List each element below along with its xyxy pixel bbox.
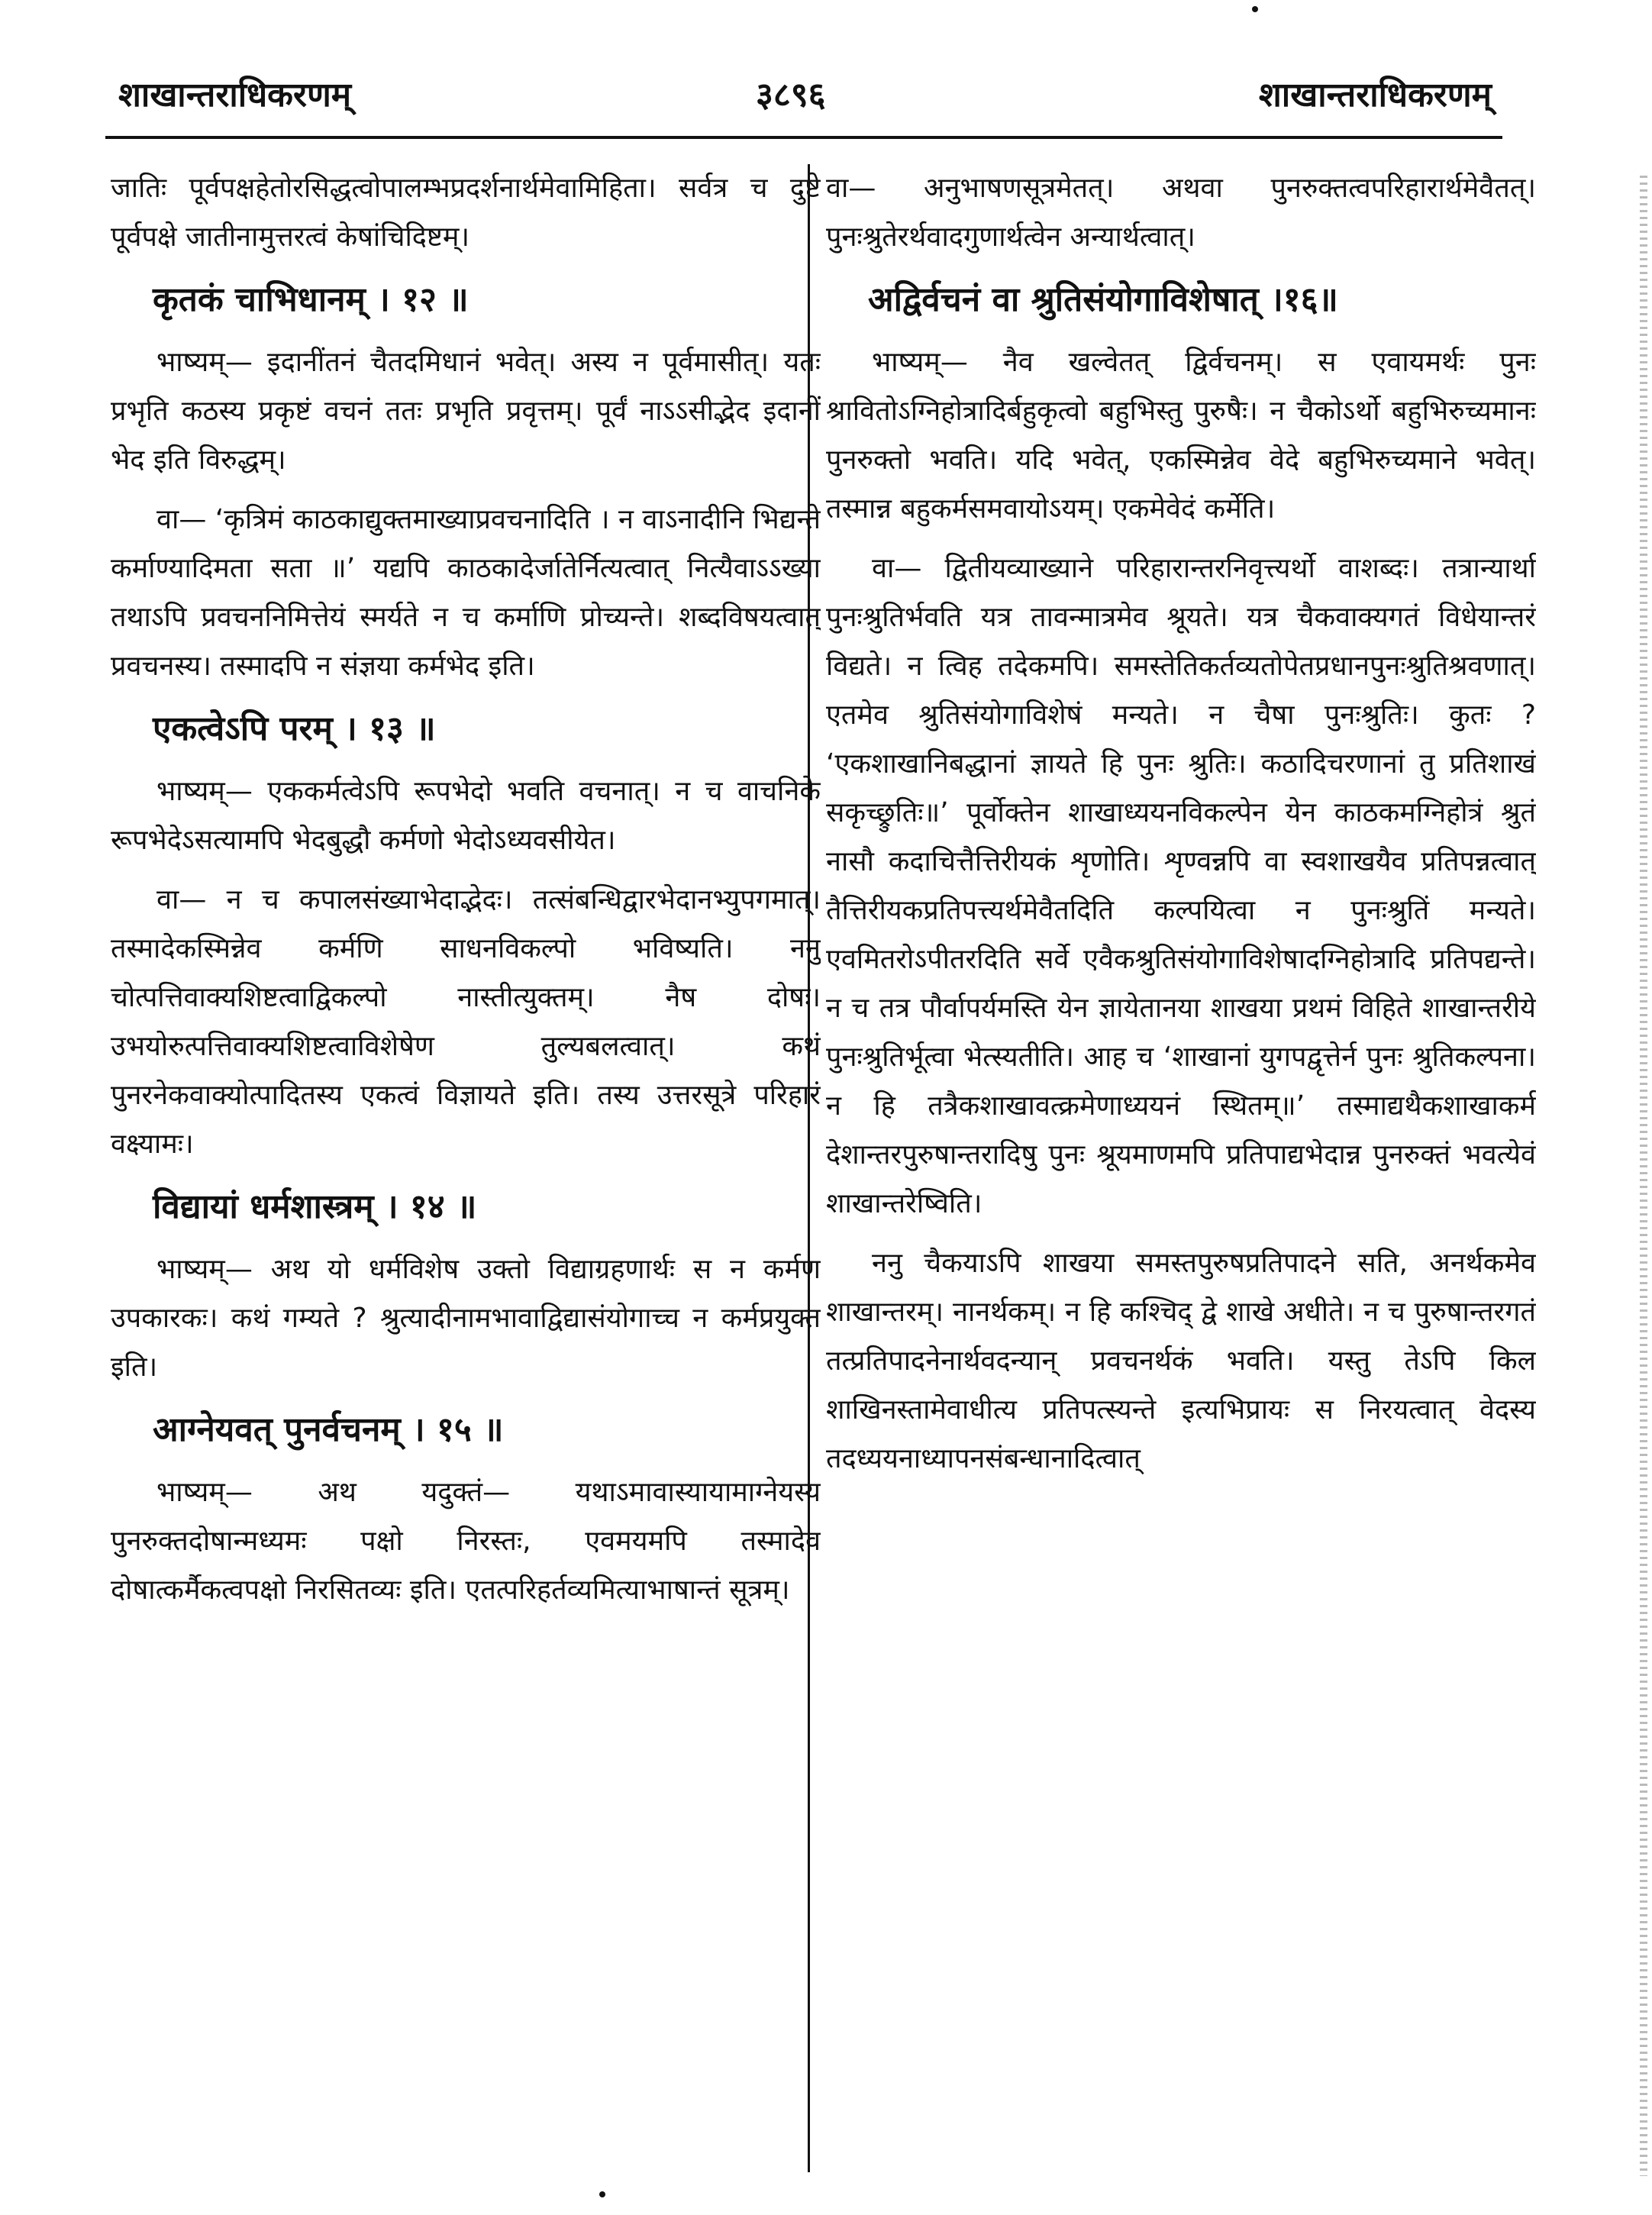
commentary-paragraph: वा— ‘कृत्रिमं काठकाद्युक्तमाख्याप्रवचनादिति । न वाऽनादीनि भिद्यन्ते कर्माण्यादिमता सता ॥’ यद्यपि काठकादेर्जातेर्नित्यत्वात् नित्यैवाऽऽख्या तथाऽपि प्रवचननिमित्तेयं स्मर्यते न च कर्माणि प्रोच्यन्ते। शब्दविषयत्वात् प्रवचनस्य। तस्मादपि न संज्ञया कर्मभेद इति। bbox=[111, 504, 821, 682]
sutra-heading: एकत्वेऽपि परम् । १३ ॥ bbox=[153, 709, 436, 748]
speck-top bbox=[1252, 6, 1258, 12]
page-edge-shadow bbox=[1640, 176, 1647, 2176]
commentary-paragraph: भाष्यम्— इदानींतनं चैतदमिधानं भवेत्। अस्य न पूर्वमासीत्। यतः प्रभृति कठस्य प्रकृष्टं वचनं ततः प्रभृति प्रवृत्तम्। पूर्वं नाऽऽसीद्भेद इदानीं भेद इति विरुद्धम्। bbox=[111, 347, 821, 476]
sutra-heading: आग्नेयवत् पुनर्वचनम् । १५ ॥ bbox=[153, 1410, 504, 1449]
right-column bbox=[826, 164, 1536, 2180]
commentary-paragraph: भाष्यम्— अथ यो धर्मविशेष उक्तो विद्याग्रहणार्थः स न कर्मण उपकारकः। कथं गम्यते ? श्रुत्यादीनामभावाद्विद्यासंयोगाच्च न कर्मप्रयुक्त इति। bbox=[111, 1254, 821, 1383]
sutra-heading: कृतकं चाभिधानम् । १२ ॥ bbox=[153, 280, 469, 319]
commentary-paragraph: भाष्यम्— अथ यदुक्तं— यथाऽमावास्यायामाग्नेयस्य पुनरुक्तदोषान्मध्यमः पक्षो निरस्तः, एवमयमपि तस्मादेव दोषात्कर्मैकत्वपक्षो निरसितव्यः इति। एतत्परिहर्तव्यमित्याभाषान्तं सूत्रम्। bbox=[111, 1477, 821, 1606]
commentary-paragraph: वा— न च कपालसंख्याभेदाद्भेदः। तत्संबन्धिद्वारभेदानभ्युपगमात्। तस्मादेकस्मिन्नेव कर्मणि साधनविकल्पो भविष्यति। ननु चोत्पत्तिवाक्यशिष्टत्वाद्विकल्पो नास्तीत्युक्तम्। नैष दोषः। उभयोरुत्पत्तिवाक्यशिष्टत्वाविशेषेण तुल्यबलत्वात्। कथं पुनरनेकवाक्योत्पादितस्य एकत्वं विज्ञायते इति। तस्य उत्तरसूत्रे परिहारं वक्ष्यामः। bbox=[111, 884, 821, 1160]
sutra-heading: विद्यायां धर्मशास्त्रम् । १४ ॥ bbox=[153, 1187, 477, 1226]
commentary-paragraph: ननु चैकयाऽपि शाखया समस्तपुरुषप्रतिपादने सति, अनर्थकमेव शाखान्तरम्। नानर्थकम्। न हि कश्चिद् द्वे शाखे अधीते। न च पुरुषान्तरगतं तत्प्रतिपादनेनार्थवदन्यान् प्रवचनर्थकं भवति। यस्तु तेऽपि किल शाखिनस्तामेवाधीत्य प्रतिपत्स्यन्ते इत्यभिप्रायः स निरयत्वात् वेदस्य तदध्ययनाध्यापनसंबन्धानादित्वात् bbox=[826, 1248, 1536, 1474]
commentary-paragraph: वा— अनुभाषणसूत्रमेतत्। अथवा पुनरुक्तत्वपरिहारार्थमेवैतत्। पुनःश्रुतेरर्थवादगुणार्थत्वेन अन्यार्थत्वात्। bbox=[826, 173, 1536, 253]
speck-bottom bbox=[599, 2191, 605, 2197]
commentary-paragraph: वा— द्वितीयव्याख्याने परिहारान्तरनिवृत्त्यर्थो वाशब्दः। तत्रान्यार्था पुनःश्रुतिर्भवति यत्र तावन्मात्रमेव श्रूयते। यत्र चैकवाक्यगतं विधेयान्तरं विद्यते। न त्विह तदेकमपि। समस्तेतिकर्तव्यतोपेतप्रधानपुनःश्रुतिश्रवणात्। एतमेव श्रुतिसंयोगाविशेषं मन्यते। न चैषा पुनःश्रुतिः। कुतः ? ‘एकशाखानिबद्धानां ज्ञायते हि पुनः श्रुतिः। कठादिचरणानां तु प्रतिशाखं सकृच्छ्रुतिः॥’ पूर्वोक्तेन शाखाध्ययनविकल्पेन येन काठकमग्निहोत्रं श्रुतं नासौ कदाचित्तैत्तिरीयकं शृणोति। शृण्वन्नपि वा स्वशाखयैव प्रतिपन्नत्वात् तैत्तिरीयकप्रतिपत्त्यर्थमेवैतदिति कल्पयित्वा न पुनःश्रुतिं मन्यते। एवमितरोऽपीतरदिति सर्वे एवैकश्रुतिसंयोगाविशेषादग्निहोत्रादि प्रतिपद्यन्ते। न च तत्र पौर्वापर्यमस्ति येन ज्ञायेतानया शाखया प्रथमं विहिते शाखान्तरीये पुनःश्रुतिर्भूत्वा भेत्स्यतीति। आह च ‘शाखानां युगपद्वृत्तेर्न पुनः श्रुतिकल्पना। न हि तत्रैकशाखावत्क्रमेणाध्ययनं स्थितम्॥’ तस्माद्यथैकशाखाकर्म देशान्तरपुरुषान्तरादिषु पुनः श्रूयमाणमपि प्रतिपाद्यभेदान्न पुनरुक्तं भवत्येवं शाखान्तरेष्विति। bbox=[826, 553, 1536, 1219]
running-header-left: शाखान्तराधिकरणम् bbox=[118, 76, 352, 115]
page-number: ३८९६ bbox=[756, 76, 826, 115]
left-column bbox=[111, 164, 821, 2180]
sutra-heading: अद्विर्वचनं वा श्रुतिसंयोगाविशेषात् ।१६॥ bbox=[868, 280, 1338, 319]
commentary-paragraph: भाष्यम्— एककर्मत्वेऽपि रूपभेदो भवति वचनात्। न च वाचनिके रूपभेदेऽसत्यामपि भेदबुद्धौ कर्मणो भेदोऽध्यवसीयेत। bbox=[111, 776, 821, 856]
running-header-right: शाखान्तराधिकरणम् bbox=[1258, 76, 1492, 115]
header-rule bbox=[105, 136, 1502, 139]
commentary-paragraph: भाष्यम्— नैव खल्वेतत् द्विर्वचनम्। स एवायमर्थः पुनः श्रावितोऽग्निहोत्रादिर्बहुकृत्वो बहुभिस्तु पुरुषैः। न चैकोऽर्थो बहुभिरुच्यमानः पुनरुक्तो भवति। यदि भवेत्, एकस्मिन्नेव वेदे बहुभिरुच्यमाने भवेत्। तस्मान्न बहुकर्मसमवायोऽयम्। एकमेवेदं कर्मेति। bbox=[826, 347, 1536, 525]
commentary-paragraph: जातिः पूर्वपक्षहेतोरसिद्धत्वोपालम्भप्रदर्शनार्थमेवामिहिता। सर्वत्र च दुष्टे पूर्वपक्षे जातीनामुत्तरत्वं केषांचिदिष्टम्। bbox=[111, 173, 821, 253]
